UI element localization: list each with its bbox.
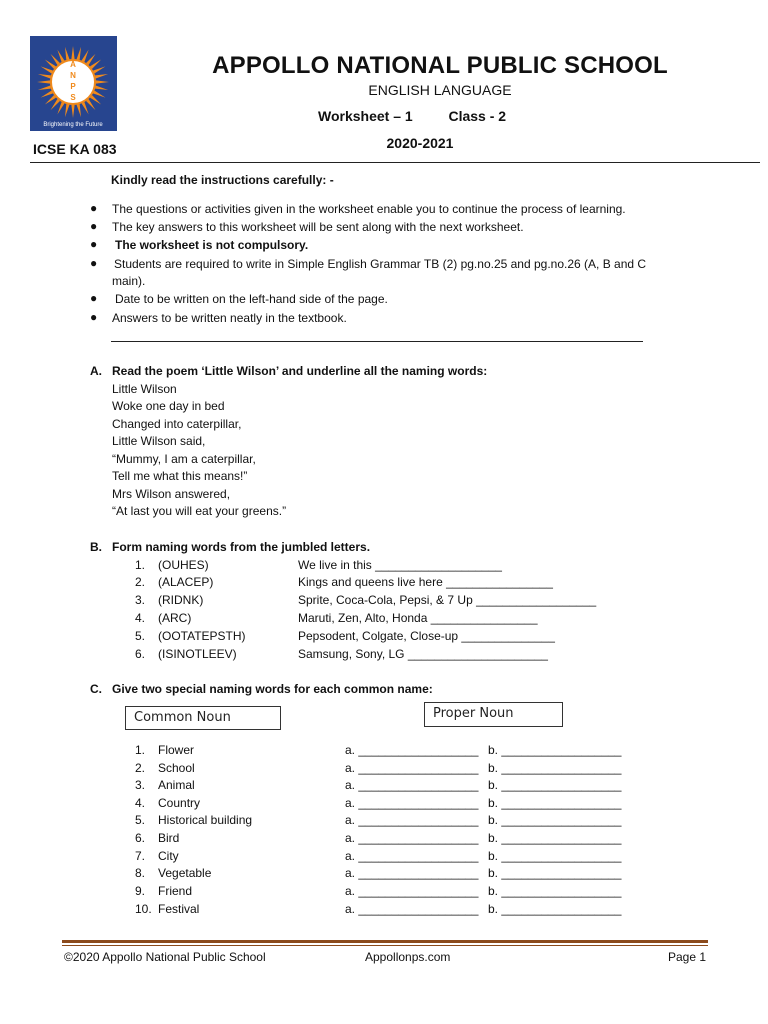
item-number: 5. [135,629,146,643]
item-number: 10. [135,902,152,916]
item-number: 1. [135,743,146,757]
common-noun: Vegetable [158,866,212,880]
blank-b: b. __________________ [488,743,622,757]
blank-b: b. __________________ [488,884,622,898]
worksheet-number: Worksheet – 1 [318,108,413,124]
common-noun: Friend [158,884,193,898]
poem-line: Tell me what this means!” [112,469,248,483]
common-noun: Flower [158,743,195,757]
common-noun: Historical building [158,813,253,827]
instruction-item: The key answers to this worksheet will be sent along with the next worksheet. [112,220,524,234]
sun-ray [45,60,56,69]
poem-line: Little Wilson said, [112,434,206,448]
item-number: 3. [135,593,146,607]
bullet-icon: ● [90,201,98,215]
section-b-letter: B. [90,540,102,554]
item-number: 4. [135,611,146,625]
blank-b: b. __________________ [488,902,622,916]
sun-emblem-icon [30,36,117,131]
sun-ray [82,102,89,114]
footer-page-number: Page 1 [668,950,707,964]
sun-ray [51,99,60,110]
jumbled-word: (OOTATEPSTH) [158,629,246,643]
sun-ray [38,86,51,90]
sun-ray [90,60,101,69]
worksheet-info [318,108,506,124]
sun-ray [96,80,109,83]
item-number: 2. [135,575,146,589]
bullet-icon: ● [90,219,98,233]
blank-a: a. __________________ [345,743,479,757]
poem-line: “Mummy, I am a caterpillar, [112,452,256,466]
instruction-item: Answers to be written neatly in the textbook. [112,311,347,325]
poem-line: “At last you will eat your greens.” [112,504,287,518]
header-divider [30,162,760,163]
item-number: 6. [135,831,146,845]
logo-letter: S [70,93,76,102]
logo-letter: A [70,60,76,69]
sun-ray [95,74,108,78]
sun-ray [57,102,64,114]
sun-ray [71,105,74,118]
subject-title: ENGLISH LANGUAGE [368,82,512,98]
blank-a: a. __________________ [345,761,479,775]
logo-letter: N [70,71,76,80]
blank-b: b. __________________ [488,813,622,827]
item-number: 8. [135,866,146,880]
sun-ray [41,91,53,98]
sun-ray [77,104,81,117]
blank-a: a. __________________ [345,866,479,880]
bullet-icon: ● [90,256,98,270]
blank-b: b. __________________ [488,778,622,792]
sun-ray [38,74,51,78]
common-noun: City [158,849,179,863]
school-code: ICSE KA 083 [33,141,117,157]
school-logo [30,36,117,131]
poem-line: Woke one day in bed [112,399,225,413]
sun-ray [57,50,64,62]
sun-ray [51,54,60,65]
instruction-item: The questions or activities given in the worksheet enable you to continue the process of learning. [112,202,626,216]
logo-tagline: Brightening the Future [43,122,103,128]
blank-a: a. __________________ [345,902,479,916]
common-noun: School [158,761,195,775]
separator-line [111,341,643,342]
jumble-clue: We live in this ___________________ [298,558,502,572]
sun-ray [86,54,95,65]
item-number: 2. [135,761,146,775]
blank-a: a. __________________ [345,796,479,810]
blank-a: a. __________________ [345,884,479,898]
class-label: Class - 2 [448,108,507,124]
blank-a: a. __________________ [345,849,479,863]
section-a-heading: Read the poem ‘Little Wilson’ and underline all the naming words: [112,364,488,378]
jumbled-word: (ALACEP) [158,575,214,589]
blank-a: a. __________________ [345,813,479,827]
school-name: APPOLLO NATIONAL PUBLIC SCHOOL [212,52,668,79]
blank-a: a. __________________ [345,778,479,792]
bullet-icon: ● [90,237,98,251]
item-number: 9. [135,884,146,898]
academic-year: 2020-2021 [386,135,454,151]
common-noun: Animal [158,778,195,792]
item-number: 3. [135,778,146,792]
section-b-heading: Form naming words from the jumbled letters. [112,540,371,554]
instruction-item: Date to be written on the left-hand side of the page. [115,292,388,306]
sun-ray [45,95,56,104]
common-noun: Country [158,796,201,810]
footer-website[interactable]: Appollonps.com [365,950,451,964]
item-number: 6. [135,647,146,661]
jumble-clue: Maruti, Zen, Alto, Honda ________________ [298,611,538,625]
blank-b: b. __________________ [488,831,622,845]
sun-ray [82,50,89,62]
footer-rule [62,940,708,943]
sun-ray [93,91,105,98]
jumble-clue: Samsung, Sony, LG _____________________ [298,647,548,661]
blank-a: a. __________________ [345,831,479,845]
jumbled-word: (ARC) [158,611,192,625]
item-number: 5. [135,813,146,827]
jumbled-word: (OUHES) [158,558,209,572]
section-a-letter: A. [90,364,102,378]
blank-b: b. __________________ [488,761,622,775]
sun-ray [41,66,53,73]
sun-ray [95,86,108,90]
bullet-icon: ● [90,291,98,305]
footer-copyright: ©2020 Appollo National Public School [64,950,266,964]
blank-b: b. __________________ [488,849,622,863]
sun-ray [86,99,95,110]
poem-line: Mrs Wilson answered, [112,487,231,501]
common-noun: Bird [158,831,180,845]
logo-letter: P [70,82,76,91]
jumbled-word: (ISINOTLEEV) [158,647,237,661]
sun-ray [71,46,74,59]
sun-ray [77,47,81,60]
item-number: 7. [135,849,146,863]
jumble-clue: Pepsodent, Colgate, Close-up ______________ [298,629,555,643]
item-number: 4. [135,796,146,810]
jumble-clue: Kings and queens live here ________________ [298,575,553,589]
instructions-heading: Kindly read the instructions carefully: - [111,173,334,187]
poem-line: Changed into caterpillar, [112,417,242,431]
poem-line: Little Wilson [112,382,177,396]
blank-b: b. __________________ [488,796,622,810]
instruction-item: Students are required to write in Simple English Grammar TB (2) pg.no.25 and pg.no.26 (A, B and C [114,257,647,271]
proper-noun-box: Proper Noun [424,702,563,727]
instruction-item-continued: main). [112,274,146,288]
sun-ray [90,95,101,104]
common-noun-box: Common Noun [125,706,281,730]
sun-ray [65,104,69,117]
footer-rule-thin [62,945,708,946]
section-c-heading: Give two special naming words for each common name: [112,682,433,696]
instruction-item: The worksheet is not compulsory. [115,238,309,252]
sun-ray [65,47,69,60]
bullet-icon: ● [90,310,98,324]
sun-ray [93,66,105,73]
blank-b: b. __________________ [488,866,622,880]
jumble-clue: Sprite, Coca-Cola, Pepsi, & 7 Up __________________ [298,593,597,607]
section-c-letter: C. [90,682,102,696]
jumbled-word: (RIDNK) [158,593,204,607]
item-number: 1. [135,558,146,572]
common-noun: Festival [158,902,200,916]
sun-ray [37,80,50,83]
